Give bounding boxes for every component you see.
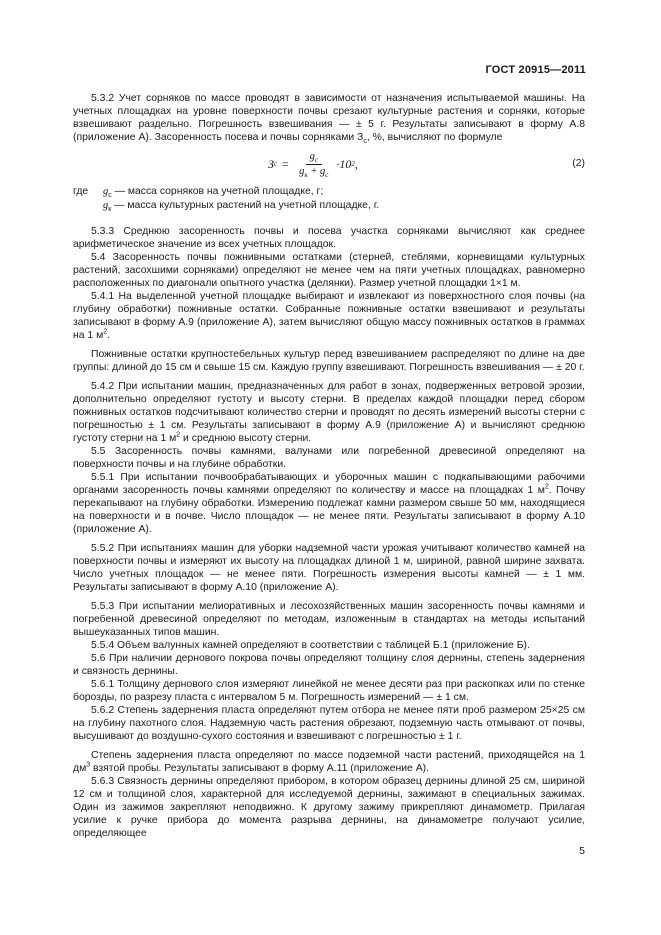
- formula-number: (2): [572, 158, 585, 169]
- paragraph-5-3-3: 5.3.3 Среднюю засоренность почвы и посева участка сорняками вычисляют как среднее арифметическое значение из всех учетных площадок.: [73, 226, 585, 250]
- formula-legend: где $g_с$ — масса сорняков на учетной площадке, г; $g_к$ — масса культурных растений на учетной площадке, г.: [73, 186, 380, 214]
- formula-expression: З с = $\frac{g_с}{g_к + g_с}$ · 10 2 ,: [268, 150, 358, 179]
- where-label: где: [73, 186, 89, 197]
- paragraph-5-4: 5.4 Засоренность почвы пожнивными остатками (стерней, стеблями, корневищами культурных растений, засохшими сорняками) определяют не менее чем на пяти учетных площадках, равномерно расположенных по диагонали опытного участка (делянки). Размер учетной площадки 1×1 м.: [73, 252, 585, 289]
- page-number: 5: [579, 845, 585, 857]
- document-body: [73, 92, 585, 840]
- formula-2: [73, 147, 585, 181]
- paragraph-5-5-1: 5.5.1 При испытании почвообрабатывающих и уборочных машин с подкапывающими рабочими органами засоренность почвы камнями определяют по количеству и массе на площадках 1 $м^2$. Почву перекапывают на глубину обработки. Измерению подлежат камни размером свыше 50 мм, находящиеся на поверхности и в почве. Число площадок — не менее пяти. Результаты записывают в форму А.10 (приложение А).: [73, 472, 585, 535]
- paragraph-5-4-1: 5.4.1 На выделенной учетной площадке выбирают и извлекают из поверхностного слоя почвы (на глубину обработки) пожнивные остатки. Собранные пожнивные остатки взвешивают и результаты записывают в форму А.9 (приложение А), затем вычисляют общую массу пожнивных остатков в граммах на 1 $м^2$.: [73, 291, 585, 341]
- paragraph-5-6-3: 5.6.3 Связность дернины определяют прибором, в котором образец дернины длиной 25 см, шириной 12 см и толщиной слоя, характерной для исследуемой дернины, зажимают в специальных зажимах. Один из зажимов закрепляют неподвижно. К другому зажиму прикрепляют динамометр. Прилагая усилие к ручке прибора до момента разрыва дернины, на динамометре получают усилие, определяющее: [73, 776, 585, 839]
- paragraph-5-4-2: 5.4.2 При испытании машин, предназначенных для работ в зонах, подверженных ветровой эрозии, дополнительно определяют густоту и высоту стерни. В пределах каждой площадки перед сбором пожнивных остатков подсчитывают количество стерни и проводят по десять измерений высоты стерни с погрешностью ± 1 см. Результаты записывают в форму А.9 (приложение А) и вычисляют среднюю густоту стерни на 1 $м^2$ и среднюю высоту стерни.: [73, 381, 585, 444]
- paragraph-5-6-2: 5.6.2 Степень задернения пласта определяют путем отбора не менее пяти проб размером 25×25 см на глубину пахотного слоя. Надземную часть растения обрезают, подземную часть отмывают от почвы, высушивают до воздушно-сухого состояния и взвешивают с погрешностью ± 1 г.: [73, 705, 585, 742]
- paragraph-5-6-1: 5.6.1 Толщину дернового слоя измеряют линейкой не менее десяти раз при раскопках или по стенке борозды, по разрезу пласта с интервалом 5 м. Погрешность измерений — ± 1 см.: [73, 679, 585, 703]
- formula-fraction: $\frac{g_с}{g_к + g_с}$: [299, 150, 329, 179]
- document-code: ГОСТ 20915—2011: [485, 64, 586, 76]
- paragraph-5-5-3: 5.5.3 При испытании мелиоративных и лесохозяйственных машин засоренность почвы камнями и погребенной древесиной определяют по методам, изложенным в стандартах на методы испытаний вышеуказанных типов машин.: [73, 601, 585, 638]
- paragraph-5-3-2: 5.3.2 Учет сорняков по массе проводят в зависимости от назначения испытываемой машины. На учетных площадках на уровне поверхности почвы срезают культурные растения и сорняки, которые взвешивают раздельно. Погрешность взвешивания — ± 5 г. Результаты записывают в форму А.8 (приложение А). Засоренность посева и почвы сорняками $З_с$, %, вычисляют по формуле: [73, 93, 585, 146]
- paragraph-5-4-1-b: Пожнивные остатки крупностебельных культур перед взвешиванием распределяют по длине на две группы: длиной до 15 см и свыше 15 см. Каждую группу взвешивают. Погрешность взвешивания — ± 20 г.: [73, 349, 585, 373]
- paragraph-5-6: 5.6 При наличии дернового покрова почвы определяют толщину слоя дернины, степень задернения и связность дернины.: [73, 653, 585, 677]
- paragraph-5-5-4: 5.5.4 Объем валунных камней определяют в соответствии с таблицей Б.1 (приложение Б).: [91, 640, 530, 651]
- paragraph-5-6-2-b: Степень задернения пласта определяют по массе подземной части растений, приходящейся на 1 $дм^3$ взятой пробы. Результаты записывают в форму А.11 (приложение А).: [73, 750, 585, 774]
- paragraph-5-5: 5.5 Засоренность почвы камнями, валунами или погребенной древесиной определяют на поверхности почвы и на глубине обработки.: [73, 446, 585, 470]
- paragraph-5-5-2: 5.5.2 При испытаниях машин для уборки надземной части урожая учитывают количество камней на поверхности почвы и измеряют их высоту на площадках длиной 1 м, шириной, равной ширине захвата. Число учетных площадок — не менее пяти. Погрешность измерения высоты камней — ± 1 мм. Результаты записывают в форму А.10 (приложение А).: [73, 543, 585, 593]
